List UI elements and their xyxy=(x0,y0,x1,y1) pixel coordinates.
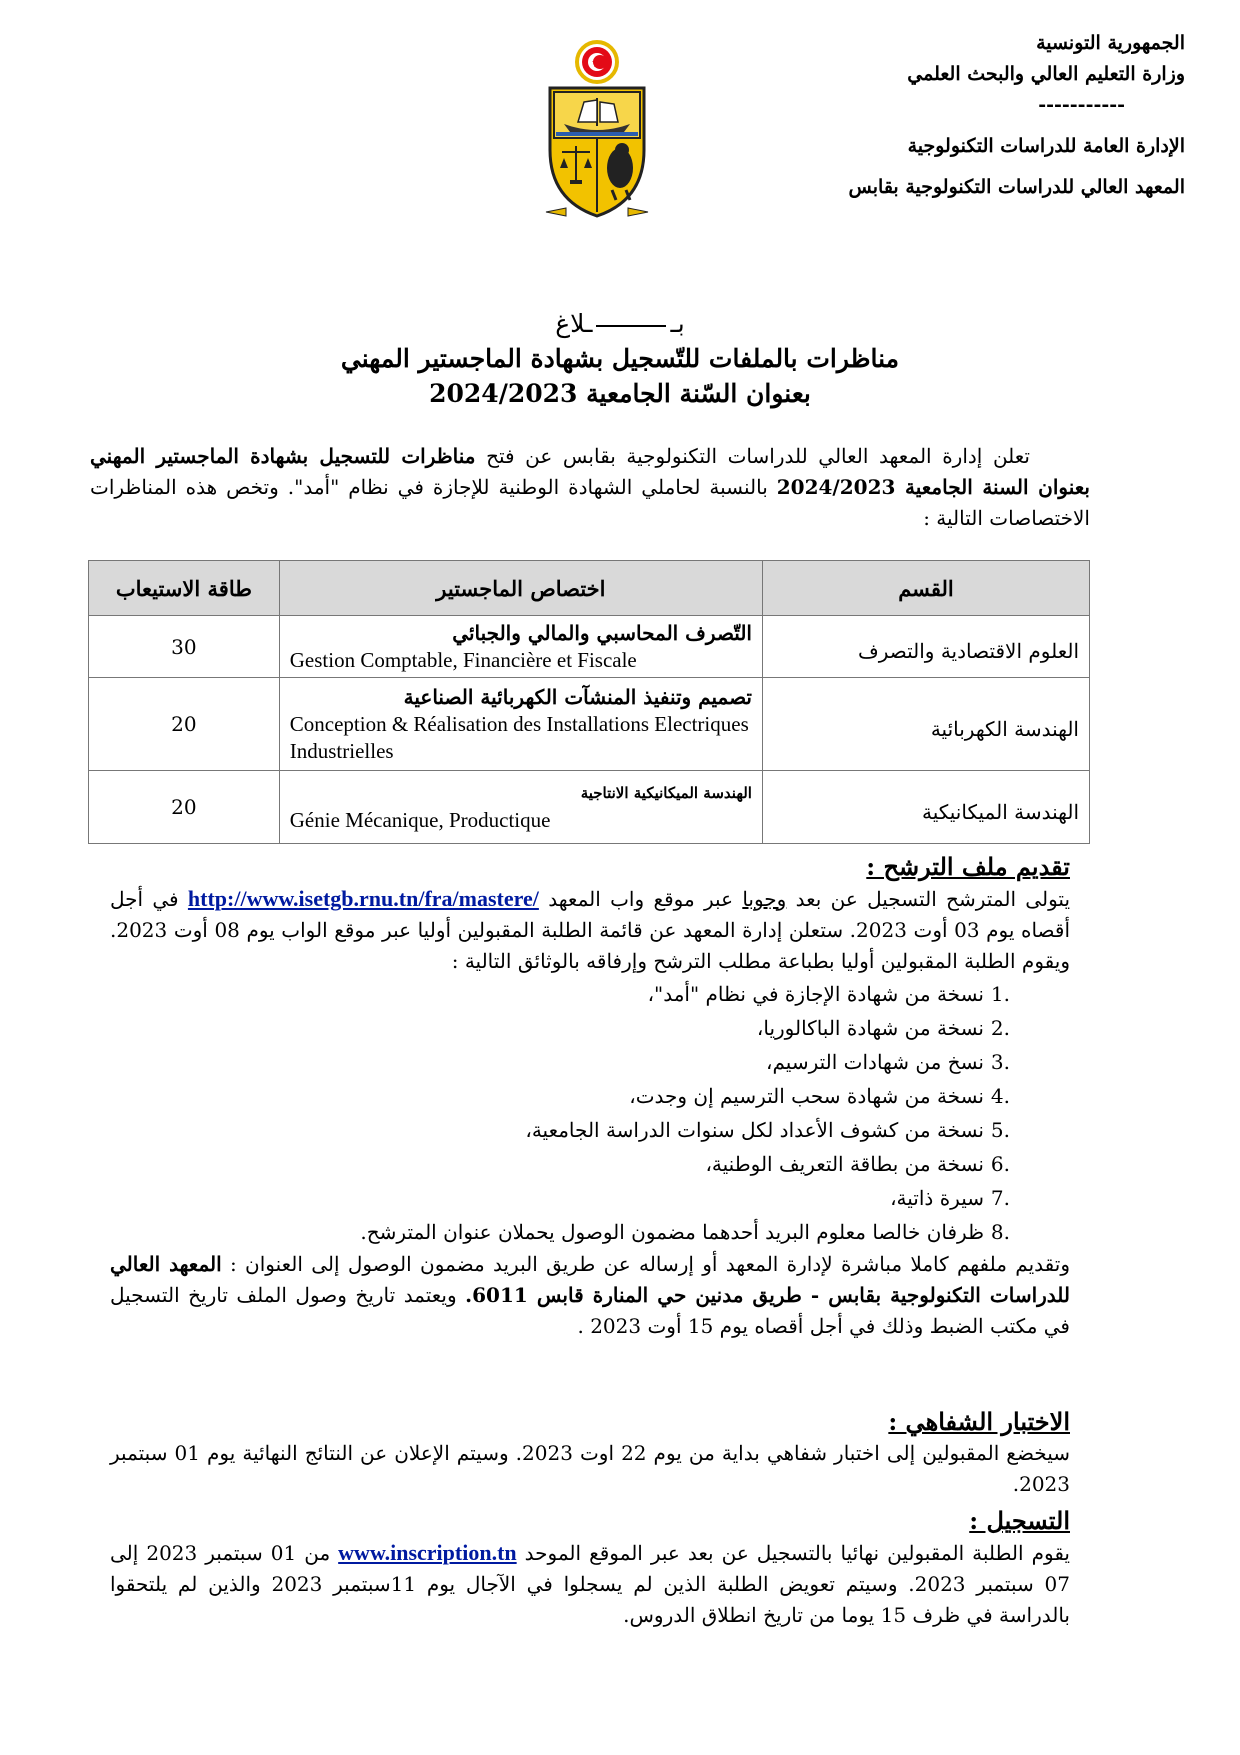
dept-cell: العلوم الاقتصادية والتصرف xyxy=(762,616,1089,678)
intro-paragraph xyxy=(90,441,1090,534)
header-spec: اختصاص الماجستير xyxy=(279,561,762,616)
tunisia-coat-of-arms-icon xyxy=(542,40,652,218)
table-row xyxy=(89,616,1090,678)
application-text-b: عبر موقع واب المعهد xyxy=(548,887,733,911)
intro-text-start: تعلن إدارة المعهد العالي للدراسات التكنولوجية بقابس عن فتح xyxy=(486,444,1030,468)
application-text-c: في أجل أقصاه يوم 03 أوت 2023. ستعلن إدارة المعهد عن قائمة الطلبة المقبولين أوليا عبر موقع الواب يوم 08 أوت 2023. ويقوم الطلبة المقبولين أوليا بطباعة مطلب الترشح وإرفاقه بالوثائق التالية : xyxy=(110,887,1071,973)
intro-text-end: بالنسبة لحاملي الشهادة الوطنية للإجازة في نظام "أمد". وتخص هذه المناظرات الاختصاصات التالية : xyxy=(90,475,1090,530)
spec-cell xyxy=(279,771,762,844)
ministry-name: وزارة التعليم العالي والبحث العلمي xyxy=(907,63,1185,85)
list-item: .7سيرة ذاتية، xyxy=(890,1186,1010,1210)
registration-section xyxy=(110,1505,1070,1631)
directorate-name: الإدارة العامة للدراسات التكنولوجية xyxy=(907,135,1185,157)
oral-section xyxy=(110,1406,1070,1500)
list-item: .4نسخة من شهادة سحب الترسيم إن وجدت، xyxy=(629,1084,1010,1108)
header-block xyxy=(765,28,1185,203)
list-item: .5نسخة من كشوف الأعداد لكل سنوات الدراسة الجامعية، xyxy=(525,1118,1010,1142)
cap-cell: 30 xyxy=(89,616,280,678)
cap-cell: 20 xyxy=(89,678,280,771)
list-item: .2نسخة من شهادة الباكالوريا، xyxy=(756,1016,1010,1040)
spec-ar: الهندسة الميكانيكية الانتاجية xyxy=(580,784,752,802)
application-text-a: يتولى المترشح التسجيل عن بعد xyxy=(795,887,1071,911)
spec-ar: التّصرف المحاسبي والمالي والجبائي xyxy=(452,620,752,645)
application-section xyxy=(110,851,1070,1342)
institute-address: المعهد العالي للدراسات التكنولوجية بقابس - طريق مدنين حي المنارة قابس 6011. xyxy=(110,1252,1071,1307)
notice-titles xyxy=(0,306,1240,411)
notice-word: بــلاغ xyxy=(555,309,685,338)
header-dept: القسم xyxy=(762,561,1089,616)
intro-text-bold: مناظرات للتسجيل بشهادة الماجستير المهني بعنوان السنة الجامعية 2024/2023 xyxy=(90,444,1090,499)
header-cap: طاقة الاستيعاب xyxy=(89,561,280,616)
submission-text: وتقديم ملفهم كاملا مباشرة لإدارة المعهد أو إرساله عن طريق البريد مضمون الوصول إلى العنوان : xyxy=(229,1252,1070,1276)
application-paragraph xyxy=(110,883,1070,977)
spec-fr: Conception & Réalisation des Installations Electriques Industrielles xyxy=(289,711,749,763)
header-separator: ----------- xyxy=(1038,94,1125,116)
spec-fr: Génie Mécanique, Productique xyxy=(289,808,551,832)
list-item: .6نسخة من بطاقة التعريف الوطنية، xyxy=(705,1152,1010,1176)
cap-cell: 20 xyxy=(89,771,280,844)
submission-paragraph xyxy=(110,1249,1070,1342)
oral-heading: الاختبار الشفاهي : xyxy=(888,1407,1070,1436)
table-row xyxy=(89,771,1090,844)
list-item: .8ظرفان خالصا معلوم البريد أحدهما مضمون الوصول يحملان عنوان المترشح. xyxy=(360,1220,1010,1244)
registration-text-a: يقوم الطلبة المقبولين نهائيا بالتسجيل عن بعد عبر الموقع الموحد xyxy=(524,1541,1070,1565)
spec-cell xyxy=(279,616,762,678)
inscription-link[interactable]: www.inscription.tn xyxy=(338,1540,517,1565)
registration-paragraph xyxy=(110,1537,1070,1631)
main-title: مناظرات بالملفات للتّسجيل بشهادة الماجستير المهني xyxy=(340,344,900,373)
year-title: بعنوان السّنة الجامعية 2024/2023 xyxy=(429,379,811,408)
documents-list xyxy=(110,977,1070,1249)
oral-text: سيخضع المقبولين إلى اختبار شفاهي بداية من يوم 22 اوت 2023. وسيتم الإعلان عن النتائج النهائية يوم 01 سبتمبر 2023. xyxy=(110,1441,1070,1496)
mastere-link[interactable]: http://www.isetgb.rnu.tn/fra/mastere/ xyxy=(187,886,539,911)
registration-heading: التسجيل : xyxy=(969,1506,1070,1535)
dept-cell: الهندسة الكهربائية xyxy=(762,678,1089,771)
mandatory-word: وجوبا xyxy=(742,887,787,911)
spec-fr: Gestion Comptable, Financière et Fiscale xyxy=(289,647,637,672)
republic-name: الجمهورية التونسية xyxy=(1036,32,1185,54)
table-row xyxy=(89,678,1090,771)
dept-cell: الهندسة الميكانيكية xyxy=(762,771,1089,844)
registration-text-b: من 01 سبتمبر 2023 إلى 07 سبتمبر 2023. وسيتم تعويض الطلبة الذين لم يسجلوا في الآجال يوم 11سبتمبر 2023 والذين لم يلتحقوا بالدراسة في ظرف 15 يوما من تاريخ انطلاق الدروس. xyxy=(110,1541,1070,1627)
institute-name: المعهد العالي للدراسات التكنولوجية بقابس xyxy=(848,176,1185,198)
spec-cell xyxy=(279,678,762,771)
list-item: .1نسخة من شهادة الإجازة في نظام "أمد"، xyxy=(647,982,1010,1006)
spec-ar: تصميم وتنفيذ المنشآت الكهربائية الصناعية xyxy=(403,684,752,709)
list-item: .3نسخ من شهادات الترسيم، xyxy=(766,1050,1010,1074)
table-header-row xyxy=(89,561,1090,616)
specialties-table xyxy=(88,560,1090,844)
application-heading: تقديم ملف الترشح : xyxy=(866,852,1070,881)
submission-deadline: ويعتمد تاريخ وصول الملف تاريخ التسجيل في مكتب الضبط وذلك في أجل أقصاه يوم 15 أوت 2023 . xyxy=(110,1283,1070,1338)
